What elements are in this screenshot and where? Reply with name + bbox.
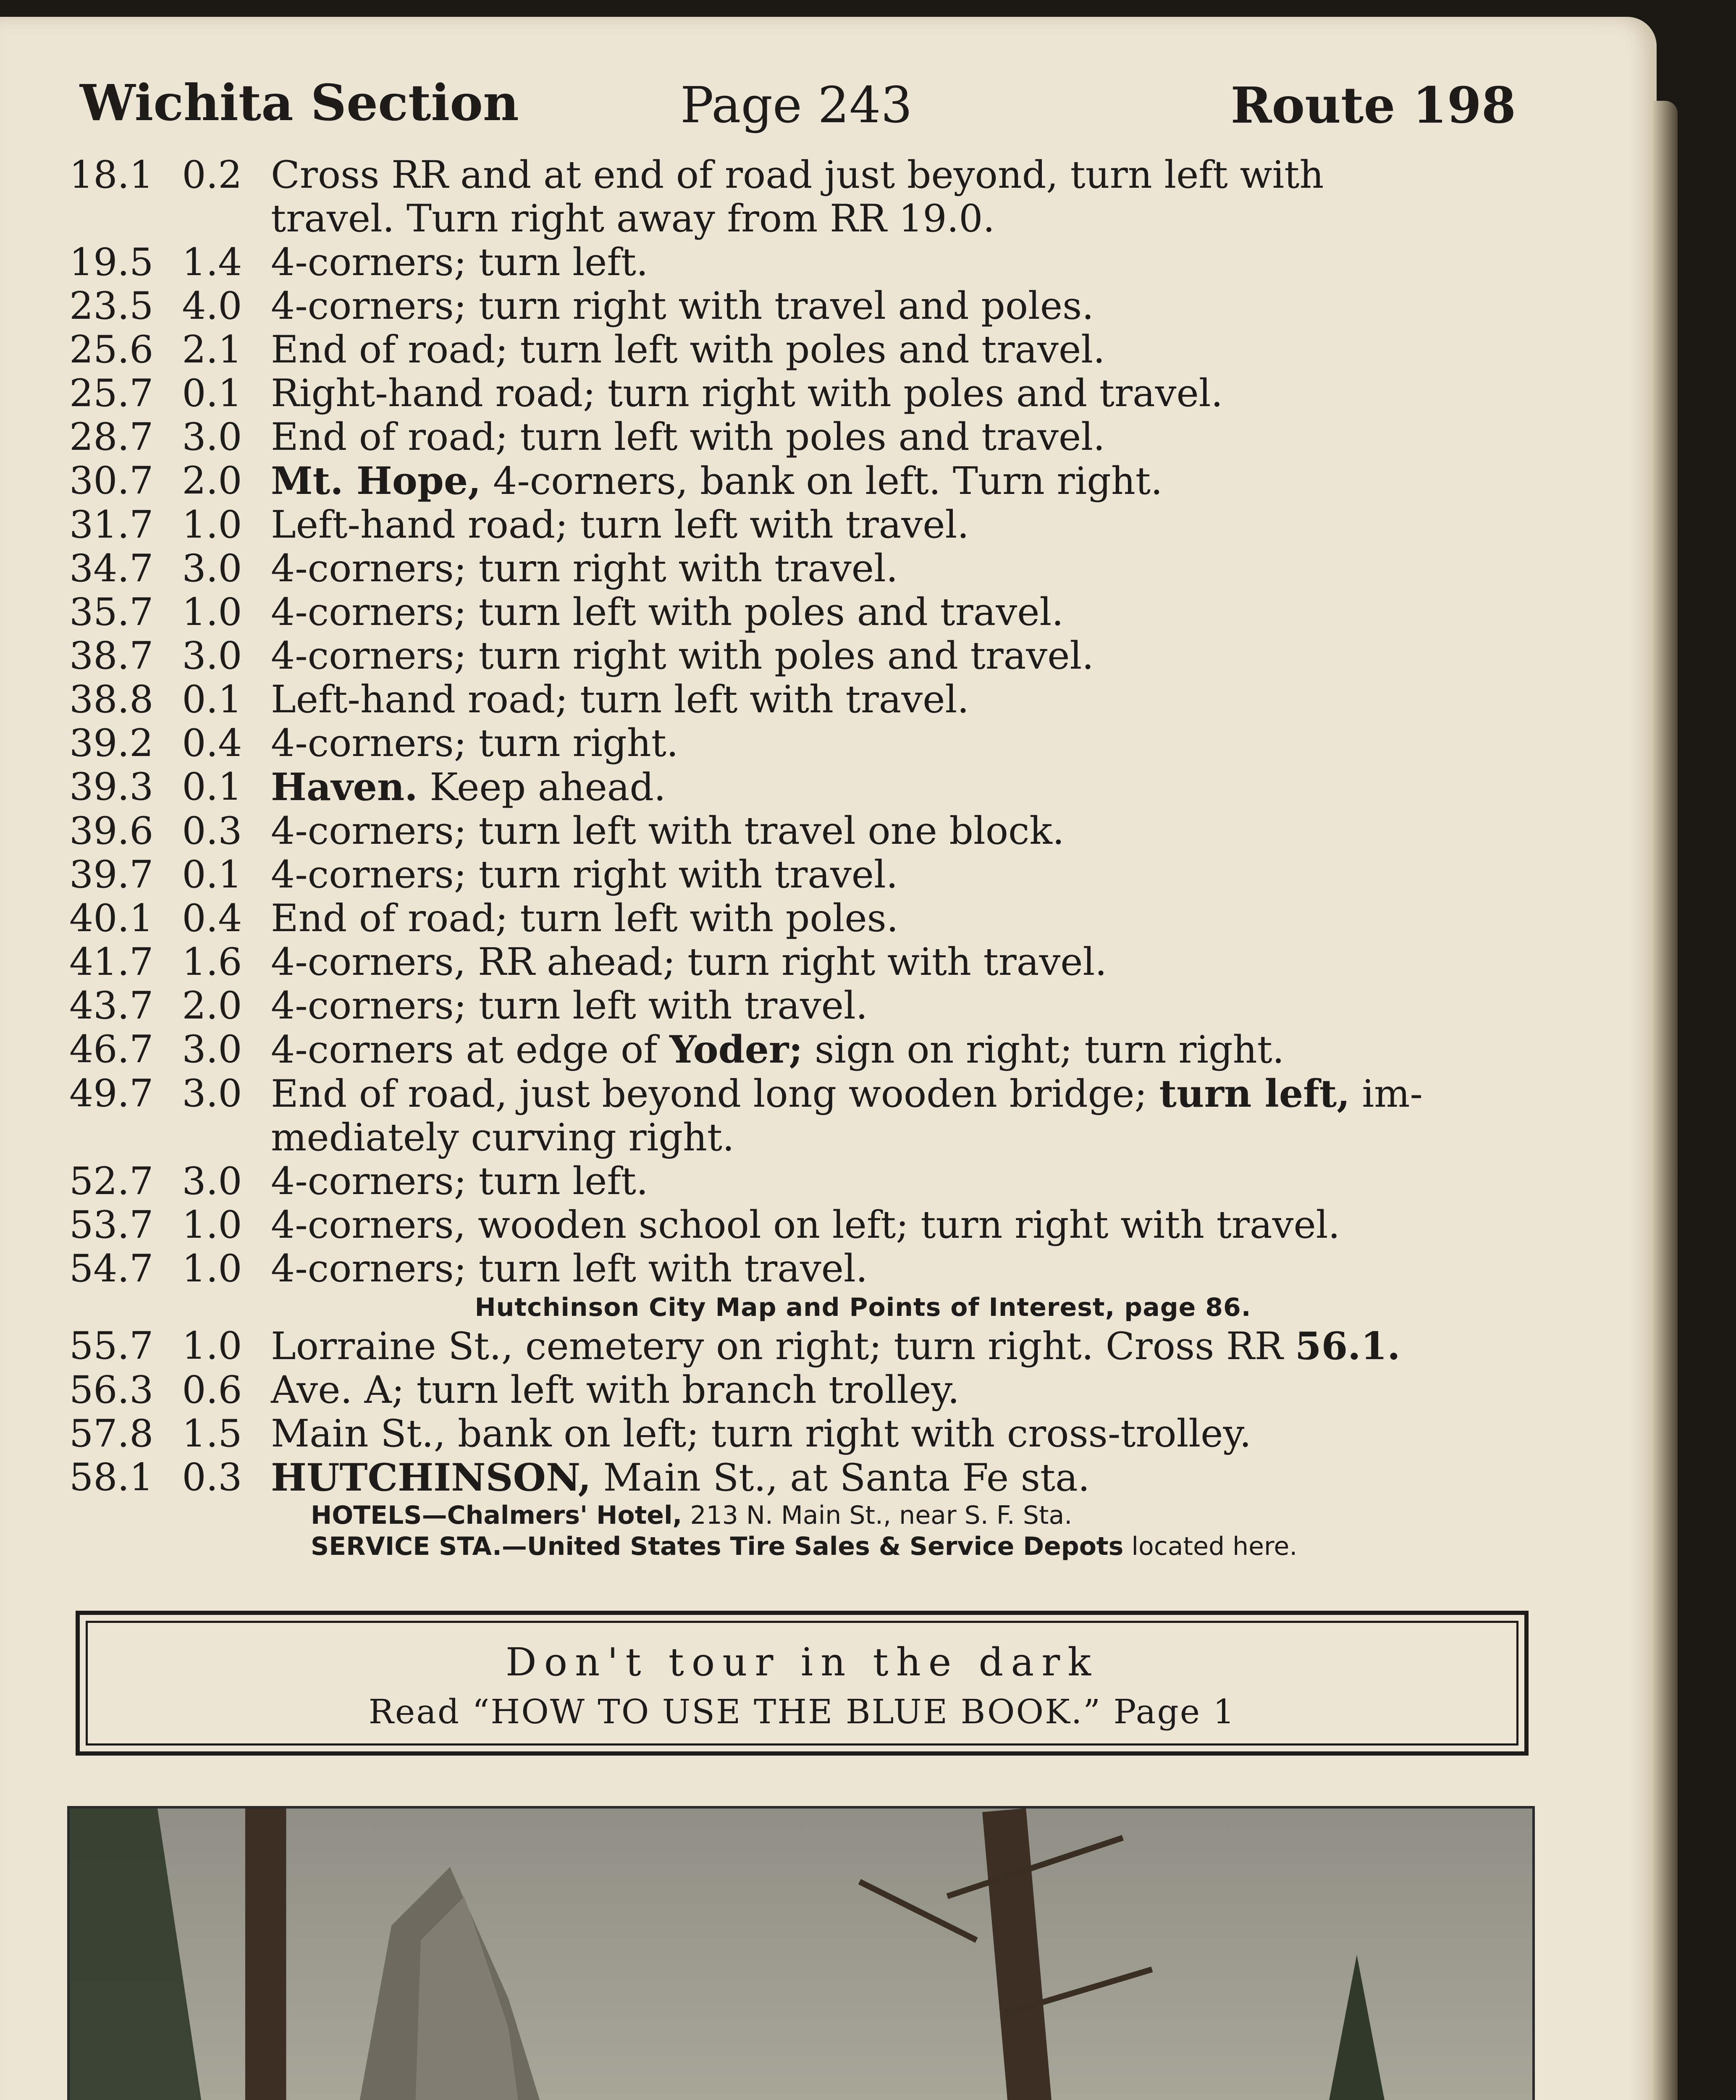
direction-text — [271, 940, 1531, 984]
direction-text — [271, 241, 1531, 284]
cumulative-mileage: 38.7 — [69, 634, 154, 678]
direction-text-part: Keep ahead. — [417, 765, 666, 809]
direction-text-part: End of road; turn left with poles. — [271, 896, 899, 940]
direction-text — [271, 722, 1531, 765]
incremental-mileage: 3.0 — [182, 1159, 242, 1203]
direction-text-part: Main St., bank on left; turn right with cross-trolley. — [271, 1412, 1251, 1456]
incremental-mileage: 1.6 — [182, 940, 242, 984]
direction-text-part: 4-corners; turn right with travel. — [271, 853, 898, 897]
tip-box-inner-border — [86, 1621, 1518, 1746]
direction-text-part: 4-corners, bank on left. Turn right. — [481, 459, 1163, 503]
service-detail: located here. — [1123, 1532, 1298, 1561]
direction-text — [271, 591, 1531, 634]
direction-text — [271, 1028, 1531, 1072]
direction-text-part: 4-corners; turn left. — [271, 240, 648, 284]
direction-text-part: 4-corners at edge of — [271, 1028, 670, 1072]
direction-row — [69, 1368, 1531, 1412]
cumulative-mileage: 40.1 — [69, 896, 154, 940]
service-label: SERVICE STA. — [311, 1532, 502, 1561]
direction-row — [69, 722, 1531, 765]
direction-text-part: 4-corners; turn right with travel and poles. — [271, 284, 1094, 328]
direction-row — [69, 328, 1531, 372]
hotel-detail: 213 N. Main St., near S. F. Sta. — [682, 1501, 1073, 1530]
direction-row — [69, 809, 1531, 853]
incremental-mileage: 0.4 — [182, 896, 242, 940]
cumulative-mileage: 18.1 — [69, 153, 154, 197]
place-name: HUTCHINSON, — [271, 1455, 591, 1500]
direction-emphasis: Yoder; — [669, 1027, 803, 1072]
incremental-mileage: 3.0 — [182, 634, 242, 678]
direction-row — [69, 678, 1531, 722]
cumulative-mileage: 39.2 — [69, 721, 154, 765]
direction-row — [69, 241, 1531, 284]
canyon-photo — [67, 1806, 1535, 2100]
city-map-note: Hutchinson City Map and Points of Interest, page 86. — [475, 1293, 1251, 1322]
cumulative-mileage: 46.7 — [69, 1027, 154, 1071]
cumulative-mileage: 31.7 — [69, 503, 154, 547]
direction-row — [69, 853, 1531, 897]
hotels-info — [311, 1500, 1531, 1531]
direction-text — [271, 1456, 1531, 1500]
cumulative-mileage: 53.7 — [69, 1203, 154, 1247]
incremental-mileage: 2.0 — [182, 459, 242, 503]
place-name: Haven. — [271, 765, 418, 809]
tip-reference: Read “HOW TO USE THE BLUE BOOK.” Page 1 — [368, 1692, 1236, 1731]
cumulative-mileage: 35.7 — [69, 590, 154, 634]
direction-row — [69, 284, 1531, 328]
direction-text-part: 4-corners; turn left with travel. — [271, 1247, 868, 1291]
incremental-mileage: 1.0 — [182, 590, 242, 634]
direction-text — [271, 1368, 1531, 1412]
direction-row — [69, 634, 1531, 678]
cumulative-mileage: 30.7 — [69, 459, 154, 503]
tip-box — [76, 1611, 1529, 1756]
direction-text-part: End of road, just beyond long wooden bridge; — [271, 1072, 1159, 1116]
direction-text-part: 4-corners; turn left with travel one block. — [271, 809, 1065, 853]
incremental-mileage: 2.0 — [182, 984, 242, 1028]
cumulative-mileage: 39.6 — [69, 809, 154, 853]
incremental-mileage: 0.4 — [182, 721, 242, 765]
incremental-mileage: 1.0 — [182, 503, 242, 547]
direction-row — [69, 1247, 1531, 1291]
service-name: —United States Tire Sales & Service Depots — [501, 1532, 1124, 1561]
cumulative-mileage: 19.5 — [69, 240, 154, 284]
direction-row — [69, 897, 1531, 940]
direction-continuation: mediately curving right. — [271, 1116, 734, 1160]
direction-row — [69, 459, 1531, 503]
incremental-mileage: 3.0 — [182, 1027, 242, 1071]
incremental-mileage: 1.5 — [182, 1412, 242, 1456]
cumulative-mileage: 25.7 — [69, 371, 154, 415]
page-number: Page 243 — [680, 76, 913, 134]
direction-row — [69, 1412, 1531, 1456]
incremental-mileage: 3.0 — [182, 1071, 242, 1116]
incremental-mileage: 0.1 — [182, 677, 242, 722]
page-header — [80, 74, 1516, 145]
direction-row — [69, 591, 1531, 634]
direction-text — [271, 1203, 1531, 1247]
direction-row — [69, 547, 1531, 591]
incremental-mileage: 0.1 — [182, 765, 242, 809]
direction-text — [271, 1247, 1531, 1291]
incremental-mileage: 0.1 — [182, 853, 242, 897]
cumulative-mileage: 55.7 — [69, 1324, 154, 1368]
incremental-mileage: 2.1 — [182, 328, 242, 372]
direction-text-part: 4-corners; turn right with poles and travel. — [271, 634, 1094, 678]
direction-text — [271, 1160, 1531, 1203]
direction-text — [271, 503, 1531, 547]
direction-text — [271, 372, 1531, 415]
cumulative-mileage: 56.3 — [69, 1368, 154, 1412]
hotels-label: HOTELS — [311, 1501, 422, 1530]
cumulative-mileage: 57.8 — [69, 1412, 154, 1456]
direction-text-part: 4-corners, wooden school on left; turn right with travel. — [271, 1203, 1340, 1247]
direction-text — [271, 809, 1531, 853]
cumulative-mileage: 49.7 — [69, 1071, 154, 1116]
direction-text-part: Right-hand road; turn right with poles and travel. — [271, 371, 1223, 415]
direction-continuation: travel. Turn right away from RR 19.0. — [271, 197, 995, 241]
cumulative-mileage: 39.3 — [69, 765, 154, 809]
cumulative-mileage: 41.7 — [69, 940, 154, 984]
incremental-mileage: 0.1 — [182, 371, 242, 415]
incremental-mileage: 0.3 — [182, 809, 242, 853]
direction-text — [271, 547, 1531, 591]
direction-text — [271, 415, 1531, 459]
direction-row — [69, 503, 1531, 547]
direction-text-part: 4-corners; turn left. — [271, 1159, 648, 1203]
direction-row — [69, 1160, 1531, 1203]
direction-text-part: 4-corners; turn left with poles and travel. — [271, 590, 1064, 634]
cumulative-mileage: 28.7 — [69, 415, 154, 459]
direction-text-part: 4-corners; turn right with travel. — [271, 546, 898, 591]
direction-row — [69, 372, 1531, 415]
direction-text-part: End of road; turn left with poles and travel. — [271, 328, 1105, 372]
direction-text-part: Ave. A; turn left with branch trolley. — [271, 1368, 960, 1412]
direction-text-part: Left-hand road; turn left with travel. — [271, 503, 969, 547]
incremental-mileage: 3.0 — [182, 415, 242, 459]
direction-text-part: 4-corners, RR ahead; turn right with travel. — [271, 940, 1107, 984]
page-edges — [1652, 101, 1678, 2100]
direction-text — [271, 1324, 1531, 1368]
section-title: Wichita Section — [80, 74, 519, 132]
incremental-mileage: 0.6 — [182, 1368, 242, 1412]
service-station-info — [311, 1531, 1531, 1562]
hotel-name: —Chalmers' Hotel, — [422, 1501, 682, 1530]
cumulative-mileage: 52.7 — [69, 1159, 154, 1203]
route-directions — [69, 153, 1531, 1562]
direction-row — [69, 1456, 1531, 1500]
incremental-mileage: 3.0 — [182, 546, 242, 591]
direction-emphasis: turn left, — [1159, 1071, 1350, 1116]
direction-text — [271, 634, 1531, 678]
direction-text — [271, 328, 1531, 372]
direction-row — [69, 984, 1531, 1028]
direction-text-part: sign on right; turn right. — [802, 1028, 1285, 1072]
direction-text — [271, 984, 1531, 1028]
cumulative-mileage: 38.8 — [69, 677, 154, 722]
incremental-mileage: 4.0 — [182, 284, 242, 328]
direction-text-part: Left-hand road; turn left with travel. — [271, 677, 969, 722]
incremental-mileage: 0.3 — [182, 1455, 242, 1499]
direction-text-part: Cross RR and at end of road just beyond, turn left with — [271, 153, 1324, 197]
direction-text — [271, 153, 1531, 197]
cumulative-mileage: 54.7 — [69, 1247, 154, 1291]
incremental-mileage: 1.0 — [182, 1247, 242, 1291]
cumulative-mileage: 39.7 — [69, 853, 154, 897]
canyon-photo-illustration — [70, 1809, 1532, 2100]
direction-text — [271, 1412, 1531, 1456]
incremental-mileage: 1.4 — [182, 240, 242, 284]
direction-row — [69, 1203, 1531, 1247]
direction-row — [69, 1028, 1531, 1072]
cumulative-mileage: 58.1 — [69, 1455, 154, 1499]
cumulative-mileage: 23.5 — [69, 284, 154, 328]
direction-text — [271, 853, 1531, 897]
direction-text-part: im- — [1350, 1072, 1423, 1116]
direction-text — [271, 897, 1531, 940]
direction-emphasis: 56.1. — [1295, 1324, 1400, 1368]
direction-row — [69, 415, 1531, 459]
direction-row — [69, 1072, 1531, 1160]
direction-row — [69, 1324, 1531, 1368]
direction-row — [69, 765, 1531, 809]
direction-text — [271, 765, 1531, 809]
place-name: Mt. Hope, — [271, 459, 481, 503]
incremental-mileage: 0.2 — [182, 153, 242, 197]
route-number: Route 198 — [1230, 76, 1516, 134]
cumulative-mileage: 34.7 — [69, 546, 154, 591]
direction-text — [271, 284, 1531, 328]
direction-row — [69, 153, 1531, 241]
direction-text-part: Main St., at Santa Fe sta. — [591, 1456, 1090, 1500]
cumulative-mileage: 25.6 — [69, 328, 154, 372]
direction-text-part: 4-corners; turn left with travel. — [271, 984, 868, 1028]
direction-text — [271, 678, 1531, 722]
direction-text — [271, 1072, 1531, 1116]
direction-text-part: Lorraine St., cemetery on right; turn right. Cross RR — [271, 1324, 1295, 1368]
direction-row — [69, 940, 1531, 984]
incremental-mileage: 1.0 — [182, 1324, 242, 1368]
direction-text-part: End of road; turn left with poles and travel. — [271, 415, 1105, 459]
cumulative-mileage: 43.7 — [69, 984, 154, 1028]
direction-text — [271, 459, 1531, 503]
direction-text-part: 4-corners; turn right. — [271, 721, 679, 765]
tip-headline: Don't tour in the dark — [505, 1640, 1099, 1685]
incremental-mileage: 1.0 — [182, 1203, 242, 1247]
